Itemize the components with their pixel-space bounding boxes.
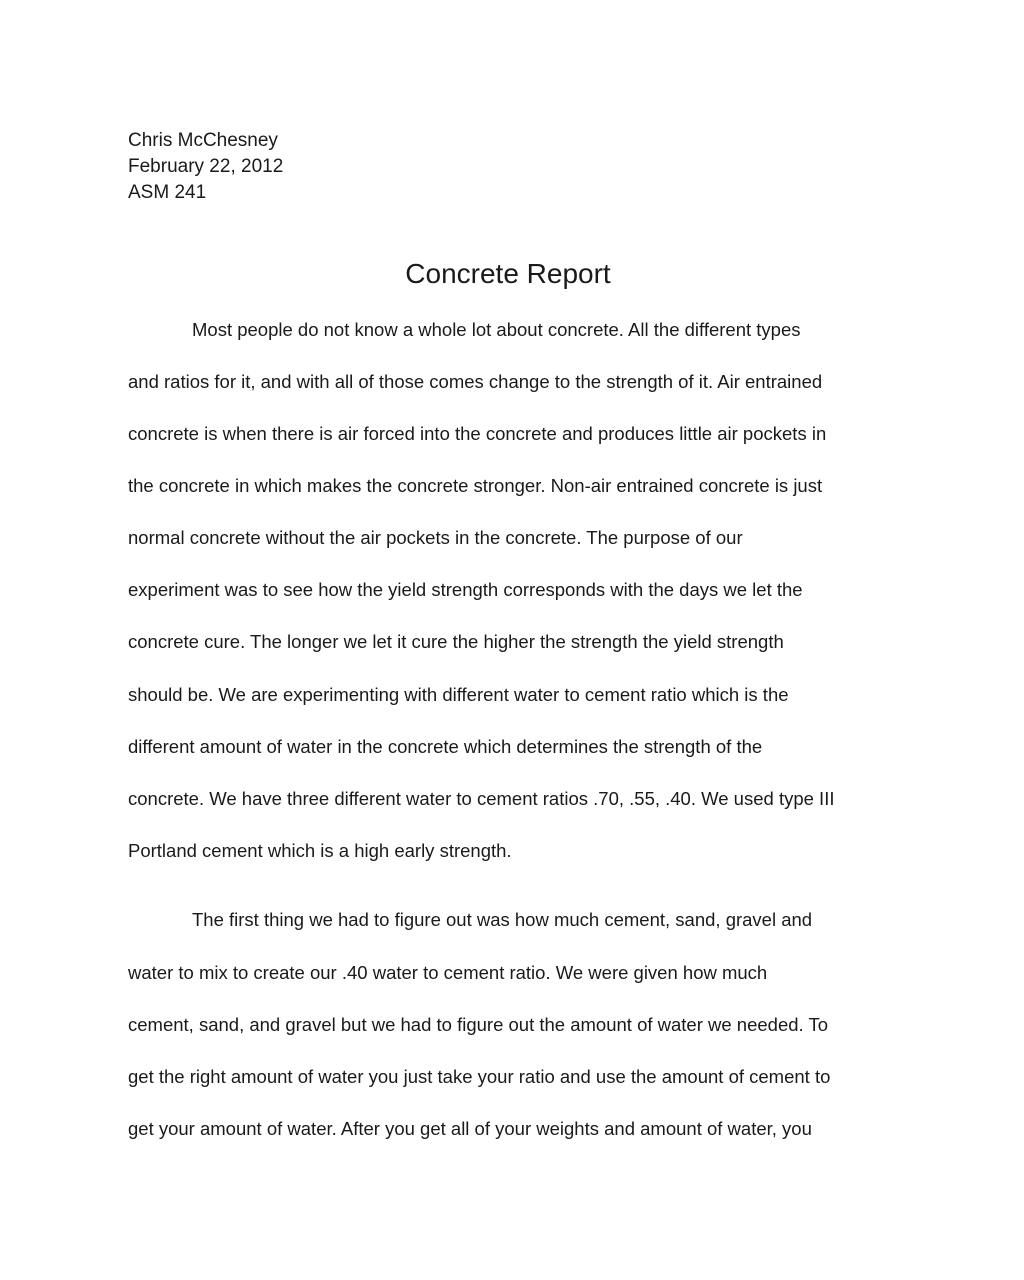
paragraph-2-line: get the right amount of water you just take your ratio and use the amount of cement to bbox=[128, 1066, 831, 1087]
paragraph-1-line: should be. We are experimenting with different water to cement ratio which is the bbox=[128, 684, 789, 705]
paragraph-2-line: The first thing we had to figure out was how much cement, sand, gravel and bbox=[192, 909, 813, 930]
document-title: Concrete Report bbox=[405, 258, 611, 289]
paragraph-1-line: experiment was to see how the yield strength corresponds with the days we let the bbox=[128, 579, 803, 600]
paragraph-1-line: normal concrete without the air pockets in the concrete. The purpose of our bbox=[128, 527, 743, 548]
report-date: February 22, 2012 bbox=[128, 156, 284, 177]
author-name: Chris McChesney bbox=[128, 130, 278, 151]
paragraph-2-line: cement, sand, and gravel but we had to figure out the amount of water we needed. To bbox=[128, 1014, 829, 1035]
paragraph-2-line: water to mix to create our .40 water to cement ratio. We were given how much bbox=[128, 962, 768, 983]
paragraph-2-line: get your amount of water. After you get all of your weights and amount of water, you bbox=[128, 1118, 812, 1139]
paragraph-1-line: the concrete in which makes the concrete stronger. Non-air entrained concrete is just bbox=[128, 475, 823, 496]
paragraph-1-line: concrete. We have three different water to cement ratios .70, .55, .40. We used type III bbox=[128, 788, 835, 809]
paragraph-1-line: and ratios for it, and with all of those comes change to the strength of it. Air entrained bbox=[128, 371, 823, 392]
paragraph-1-line: concrete cure. The longer we let it cure the higher the strength the yield strength bbox=[128, 631, 784, 652]
paragraph-1-line: Most people do not know a whole lot about concrete. All the different types bbox=[192, 319, 801, 340]
course-code: ASM 241 bbox=[128, 182, 207, 203]
paragraph-1-line: concrete is when there is air forced into the concrete and produces little air pockets in bbox=[128, 423, 827, 444]
paragraph-1-line: different amount of water in the concrete which determines the strength of the bbox=[128, 736, 763, 757]
document-header bbox=[128, 128, 283, 206]
paragraph-1-line: Portland cement which is a high early strength. bbox=[128, 840, 512, 861]
